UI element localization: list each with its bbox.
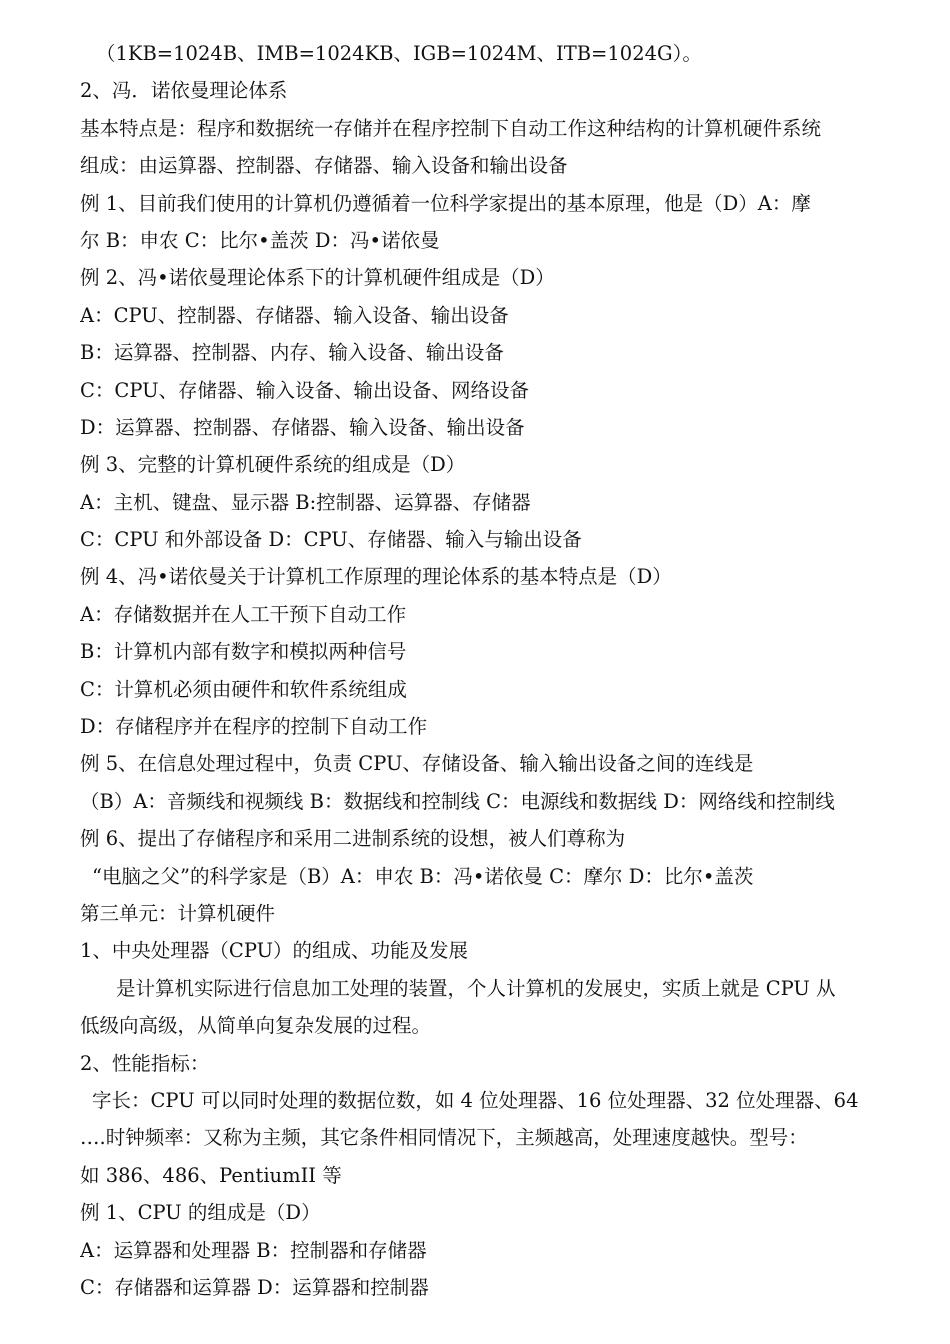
unit-heading: 第三单元：计算机硬件 (80, 901, 276, 925)
option-line: D：存储程序并在程序的控制下自动工作 (80, 715, 428, 739)
question-line: 例 4、冯•诺依曼关于计算机工作原理的理论体系的基本特点是（D） (80, 565, 672, 589)
option-line: A：CPU、控制器、存储器、输入设备、输出设备 (80, 303, 509, 327)
text-line: （1KB=1024B、IMB=1024KB、IGB=1024M、ITB=1024G）。 (96, 42, 702, 65)
option-line: D：运算器、控制器、存储器、输入设备、输出设备 (80, 415, 525, 439)
option-line: B：计算机内部有数字和模拟两种信号 (80, 640, 407, 664)
text-line: ….时钟频率：又称为主频，其它条件相同情况下，主频越高，处理速度越快。型号： (80, 1126, 808, 1150)
question-line: 例 1、目前我们使用的计算机仍遵循着一位科学家提出的基本原理，他是（D）A：摩 (80, 191, 811, 215)
question-line: 尔 B：申农 C：比尔•盖茨 D：冯•诺依曼 (80, 228, 440, 252)
text-line: 是计算机实际进行信息加工处理的装置，个人计算机的发展史，实质上就是 CPU 从 (116, 976, 836, 1000)
text-line: 组成：由运算器、控制器、存储器、输入设备和输出设备 (80, 154, 568, 178)
text-line: 基本特点是：程序和数据统一存储并在程序控制下自动工作这种结构的计算机硬件系统 (80, 116, 822, 140)
document-body (80, 35, 872, 1306)
option-line: A：存储数据并在人工干预下自动工作 (80, 602, 407, 626)
text-line: 低级向高级，从简单向复杂发展的过程。 (80, 1014, 432, 1038)
option-line: C：CPU 和外部设备 D：CPU、存储器、输入与输出设备 (80, 528, 582, 552)
section-heading: 2、冯．诺依曼理论体系 (80, 79, 288, 103)
question-line: 例 5、在信息处理过程中，负责 CPU、存储设备、输入输出设备之间的连线是 (80, 752, 754, 776)
option-line: C：存储器和运算器 D：运算器和控制器 (80, 1275, 429, 1299)
text-line: 字长：CPU 可以同时处理的数据位数，如 4 位处理器、16 位处理器、32 位处理器、64 (92, 1088, 859, 1112)
section-heading: 1、中央处理器（CPU）的组成、功能及发展 (80, 939, 469, 963)
option-line: C：CPU、存储器、输入设备、输出设备、网络设备 (80, 378, 530, 402)
option-line: A：运算器和处理器 B：控制器和存储器 (80, 1238, 427, 1262)
text-line: 如 386、486、PentiumII 等 (80, 1163, 342, 1187)
question-line: 例 6、提出了存储程序和采用二进制系统的设想，被人们尊称为 (80, 827, 626, 851)
option-line: A：主机、键盘、显示器 B:控制器、运算器、存储器 (80, 490, 531, 514)
option-line: B：运算器、控制器、内存、输入设备、输出设备 (80, 341, 504, 365)
question-line: “电脑之父”的科学家是（B）A：申农 B：冯•诺依曼 C：摩尔 D：比尔•盖茨 (92, 864, 754, 888)
question-line: 例 2、冯•诺依曼理论体系下的计算机硬件组成是（D） (80, 266, 555, 290)
section-heading: 2、性能指标： (80, 1051, 210, 1075)
question-line: 例 3、完整的计算机硬件系统的组成是（D） (80, 453, 466, 477)
option-line: （B）A：音频线和视频线 B：数据线和控制线 C：电源线和数据线 D：网络线和控制线 (80, 789, 835, 813)
option-line: C：计算机必须由硬件和软件系统组成 (80, 677, 407, 701)
question-line: 例 1、CPU 的组成是（D） (80, 1201, 321, 1225)
